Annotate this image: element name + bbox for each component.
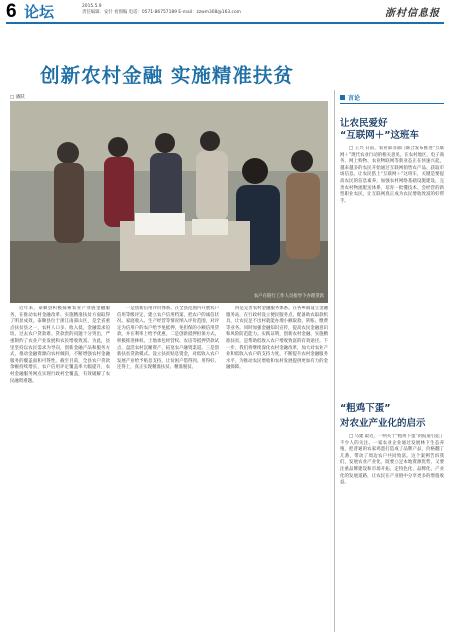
editor-contact: 责任编辑：安什 看图编 电话：0571-86757189 E-mail：zzwm308@163.com: [82, 10, 241, 15]
photo-caption: 农户在银行工作人员指导下办理贷款: [253, 294, 324, 299]
commentary-section-header: [340, 92, 444, 102]
newspaper-name: 浙村信息报: [385, 8, 440, 19]
issue-meta: [82, 4, 241, 16]
section-marker-icon: [340, 95, 345, 100]
column-divider: [334, 90, 335, 632]
commentary-2-body: □ 马建 最近，一则关于“粗鸡下蛋”的报道引起了不少人的关注。一家农业企业通过发展林下生态养殖，把普通的农家鸡蛋打造成了品牌产品，价格翻了几番，带动了周边农户共同致富。这个案例告诉我们，发展农业产业化，既要立足本地资源优势，又要注重品牌建设和市场开拓，走特色化、品牌化、产业化的发展道路，让农民在产业链中分享更多的增值收益。: [340, 434, 444, 486]
article-column-1: 近年来，泰顺县积极探索农业产业链金融服务，在推动农村金融改革、实施精准扶贫方面取得了明显成效。泰顺县位于浙江南部山区，是全省重点扶贫县之一，农村人口多、收入低，金融需求迫切。过去农户贷款难、贷款贵的问题十分突出，严重制约了农业产业发展和农民增收致富。为此，县里坚持以农民需求为导向，创新金融产品和服务方式，推动金融资源向农村倾斜，不断增强农村金融服务的覆盖面和可得性。截至目前，全县农户贷款余额持续增长，农户信用评定覆盖率大幅提升，农村金融服务网点实现行政村全覆盖，有效破解了农民融资难题。: [10, 306, 110, 384]
byline: □ 潘跃: [10, 95, 25, 100]
commentary-section-label: 言论: [348, 94, 361, 102]
commentary-1-body: □ 王兴 日前，农业部等部门联合发布推进“互联网＋”现代农业行动的相关意见。在农村地区，电子商务、网上购物、农业物联网等新业态正在快速兴起，越来越多的农民开始通过互联网销售农产品、获取市场信息。让农民搭上“互联网＋”这班车，关键是要提高农民的信息素养，加强农村网络基础设施建设，完善农村物流配送体系，培育一批懂技术、会经营的新型职业农民，让互联网真正成为农民增收致富的好帮手。: [340, 146, 444, 204]
news-photo-illustration: [10, 101, 328, 303]
masthead-rule: [6, 22, 444, 24]
news-photo: [10, 101, 328, 303]
main-headline: 创新农村金融 实施精准扶贫: [40, 64, 294, 87]
commentary-rule: [340, 103, 444, 104]
issue-date: 2015.5.9: [82, 4, 102, 9]
article-column-2: 一是创新信用评价体系。在全县范围内开展农户信用等级评定，建立农户信用档案，把农户的诚信状况、家庭收入、生产经营等情况纳入评价范围，对评定为信用户的农户给予免抵押、免担保的小额信用贷款，并在利率上给予优惠。二是创新抵押担保方式。积极推进林权、土地承包经营权、农房等抵押贷款试点，盘活农村沉睡资产，拓宽农户融资渠道。三是创新扶贫贷款模式。设立扶贫贴息资金，对低收入农户发展产业给予贴息支持，让贫困户借得到、用得好、还得上，真正实现精准扶贫、精准脱贫。: [117, 306, 219, 371]
section-name: 论坛: [24, 3, 55, 21]
commentary-2-title-line-2: 对农业产业化的启示: [340, 418, 426, 429]
page-number: 6: [6, 1, 17, 22]
commentary-1-title-line-2: “互联网＋”这班车: [340, 130, 419, 141]
article-column-3: 四是完善农村金融服务体系。在各乡镇设立金融服务站，在行政村设立便民服务点，配备助农取款机具，让农民足不出村就能办理小额取款、转账、缴费等业务。同时加强金融知识宣传，提高农民金融意识和风险防范能力。实践证明，创新农村金融、实施精准扶贫，是帮助低收入农户增收致富的有效途径。下一步，我们将继续深化农村金融改革，加大对农业产业和低收入农户的支持力度，不断提升农村金融服务水平，为推动农民增收和农村发展提供更加有力的金融保障。: [226, 306, 328, 371]
commentary-2-title-line-1: “粗鸡下蛋”: [340, 403, 391, 414]
commentary-1-title-line-1: 让农民爱好: [340, 118, 388, 129]
